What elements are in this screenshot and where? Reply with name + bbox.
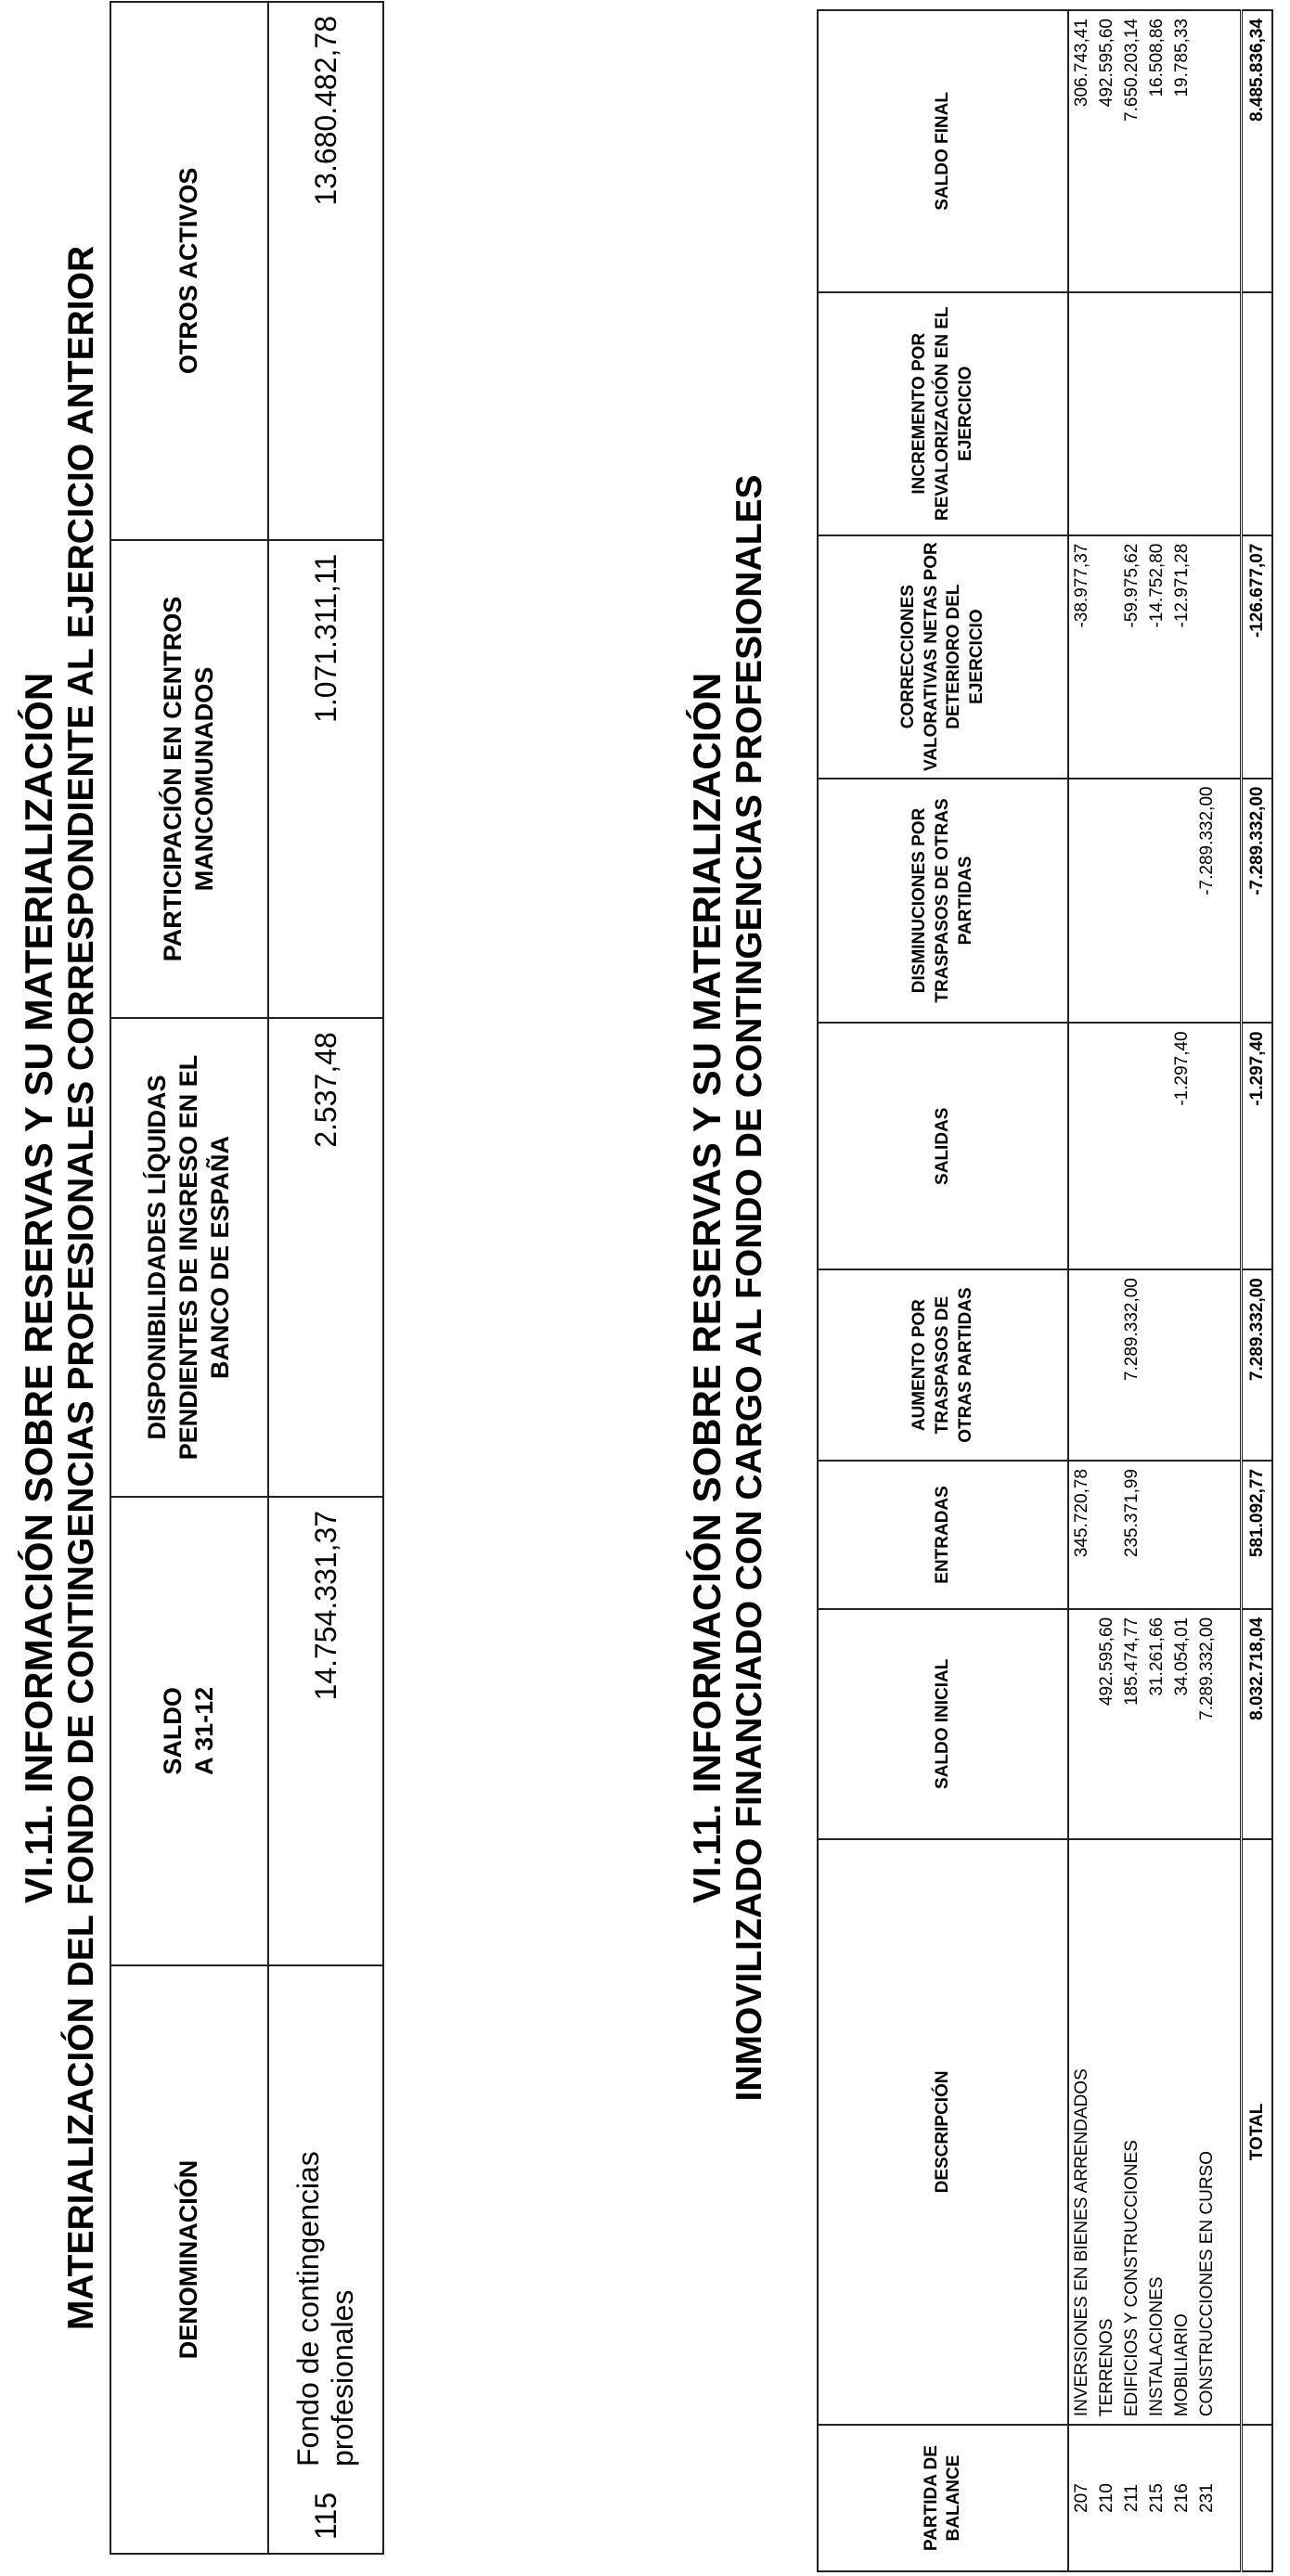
row-incremento bbox=[1170, 292, 1195, 535]
fund-materialization-table bbox=[110, 1, 384, 2555]
total-correcciones: -126.677,07 bbox=[1242, 535, 1272, 779]
row-code: 215 bbox=[1145, 2425, 1170, 2571]
row-saldo-final: 16.508,86 bbox=[1145, 10, 1170, 292]
row-entradas bbox=[1195, 1461, 1220, 1609]
header-otros-activos: OTROS ACTIVOS bbox=[110, 2, 268, 540]
row-aumento bbox=[1068, 1269, 1094, 1461]
total-incremento bbox=[1242, 292, 1272, 535]
row-description: EDIFICIOS Y CONSTRUCCIONES bbox=[1120, 1839, 1145, 2425]
row-description: INSTALACIONES bbox=[1145, 1839, 1170, 2425]
row-description: TERRENOS bbox=[1095, 1839, 1120, 2425]
total-row bbox=[1242, 10, 1272, 2571]
row-saldo-final bbox=[1195, 10, 1220, 292]
row-saldo-inicial: 34.054,01 bbox=[1170, 1609, 1195, 1839]
row-salidas bbox=[1195, 1023, 1220, 1269]
header-disminuciones: DISMINUCIONES POR TRASPASOS DE OTRAS PARTIDAS bbox=[818, 779, 1068, 1024]
row-code: 115 bbox=[268, 2479, 383, 2554]
row-participacion: 1.071.311,11 bbox=[268, 540, 383, 1018]
row-entradas bbox=[1170, 1461, 1195, 1609]
row-salidas bbox=[1095, 1023, 1120, 1269]
row-incremento bbox=[1195, 292, 1220, 535]
header-saldo-inicial: SALDO INICIAL bbox=[818, 1609, 1068, 1839]
row-salidas: -1.297,40 bbox=[1170, 1023, 1195, 1269]
header-saldo-final: SALDO FINAL bbox=[818, 10, 1068, 292]
section2-subtitle: INMOVILIZADO FINANCIADO CON CARGO AL FONDO DE CONTINGENCIAS PROFESIONALES bbox=[729, 474, 769, 2102]
row-disminuciones bbox=[1170, 779, 1195, 1024]
row-description: CONSTRUCCIONES EN CURSO bbox=[1195, 1839, 1220, 2425]
table-row bbox=[1095, 10, 1120, 2571]
row-salidas bbox=[1120, 1023, 1145, 1269]
row-incremento bbox=[1068, 292, 1094, 535]
total-disminuciones: -7.289.332,00 bbox=[1242, 779, 1272, 1024]
header-aumento: AUMENTO POR TRASPASOS DE OTRAS PARTIDAS bbox=[818, 1269, 1068, 1461]
spacer-row bbox=[1220, 10, 1242, 2571]
row-incremento bbox=[1145, 292, 1170, 535]
row-saldo-final: 492.595,60 bbox=[1095, 10, 1120, 292]
row-correcciones bbox=[1095, 535, 1120, 779]
row-disminuciones bbox=[1145, 779, 1170, 1024]
header-correcciones: CORRECCIONES VALORATIVAS NETAS POR DETERIORO DEL EJERCICIO bbox=[818, 535, 1068, 779]
total-aumento: 7.289.332,00 bbox=[1242, 1269, 1272, 1461]
row-saldo-final: 7.650.203,14 bbox=[1120, 10, 1145, 292]
row-saldo-final: 19.785,33 bbox=[1170, 10, 1195, 292]
header-denominacion: DENOMINACIÓN bbox=[110, 1965, 268, 2554]
row-entradas: 345.720,78 bbox=[1068, 1461, 1094, 1609]
row-disponibilidades: 2.537,48 bbox=[268, 1018, 383, 1497]
row-aumento bbox=[1170, 1269, 1195, 1461]
header-disponibilidades: DISPONIBILIDADES LÍQUIDAS PENDIENTES DE INGRESO EN EL BANCO DE ESPAÑA bbox=[110, 1018, 268, 1497]
row-denominacion: Fondo de contingencias profesionales bbox=[268, 1965, 383, 2479]
row-disminuciones: -7.289.332,00 bbox=[1195, 779, 1220, 1024]
row-disminuciones bbox=[1120, 779, 1145, 1024]
row-saldo-inicial bbox=[1068, 1609, 1094, 1839]
row-aumento: 7.289.332,00 bbox=[1120, 1269, 1145, 1461]
row-description: MOBILIARIO bbox=[1170, 1839, 1195, 2425]
row-entradas: 235.371,99 bbox=[1120, 1461, 1145, 1609]
row-entradas bbox=[1145, 1461, 1170, 1609]
row-saldo: 14.754.331,37 bbox=[268, 1497, 383, 1965]
row-code: 210 bbox=[1095, 2425, 1120, 2571]
row-aumento bbox=[1145, 1269, 1170, 1461]
total-salidas: -1.297,40 bbox=[1242, 1023, 1272, 1269]
table-row bbox=[1068, 10, 1094, 2571]
header-salidas: SALIDAS bbox=[818, 1023, 1068, 1269]
total-entradas: 581.092,77 bbox=[1242, 1461, 1272, 1609]
row-code: 211 bbox=[1120, 2425, 1145, 2571]
row-correcciones bbox=[1195, 535, 1220, 779]
row-correcciones: -59.975,62 bbox=[1120, 535, 1145, 779]
row-disminuciones bbox=[1095, 779, 1120, 1024]
total-saldo-final: 8.485.836,34 bbox=[1242, 10, 1272, 292]
header-saldo bbox=[110, 1497, 268, 1965]
row-saldo-inicial: 492.595,60 bbox=[1095, 1609, 1120, 1839]
row-entradas bbox=[1095, 1461, 1120, 1609]
row-correcciones: -38.977,37 bbox=[1068, 535, 1094, 779]
header-saldo-line2: A 31-12 bbox=[190, 1686, 218, 1775]
table-row bbox=[1120, 10, 1145, 2571]
total-label: TOTAL bbox=[1242, 1839, 1272, 2425]
row-code: 231 bbox=[1195, 2425, 1220, 2571]
section2-title: VI.11. INFORMACIÓN SOBRE RESERVAS Y SU MATERIALIZACIÓN bbox=[685, 672, 729, 1904]
row-code: 207 bbox=[1068, 2425, 1094, 2571]
row-aumento bbox=[1195, 1269, 1220, 1461]
row-incremento bbox=[1095, 292, 1120, 535]
header-partida: PARTIDA DE BALANCE bbox=[818, 2425, 1068, 2571]
row-description: INVERSIONES EN BIENES ARRENDADOS bbox=[1068, 1839, 1094, 2425]
table-row bbox=[1145, 10, 1170, 2571]
row-saldo-inicial: 185.474,77 bbox=[1120, 1609, 1145, 1839]
row-disminuciones bbox=[1068, 779, 1094, 1024]
total-code bbox=[1242, 2425, 1272, 2571]
header-incremento: INCREMENTO POR REVALORIZACIÓN EN EL EJERCICIO bbox=[818, 292, 1068, 535]
table-row bbox=[1195, 10, 1220, 2571]
row-otros-activos: 13.680.482,78 bbox=[268, 2, 383, 540]
row-correcciones: -14.752,80 bbox=[1145, 535, 1170, 779]
total-saldo-inicial: 8.032.718,04 bbox=[1242, 1609, 1272, 1839]
table-row bbox=[1170, 10, 1195, 2571]
row-salidas bbox=[1145, 1023, 1170, 1269]
row-correcciones: -12.971,28 bbox=[1170, 535, 1195, 779]
row-salidas bbox=[1068, 1023, 1094, 1269]
header-entradas: ENTRADAS bbox=[818, 1461, 1068, 1609]
fixed-assets-table bbox=[817, 9, 1273, 2572]
row-code: 216 bbox=[1170, 2425, 1195, 2571]
header-participacion: PARTICIPACIÓN EN CENTROS MANCOMUNADOS bbox=[110, 540, 268, 1018]
section1-subtitle: MATERIALIZACIÓN DEL FONDO DE CONTINGENCIAS PROFESIONALES CORRESPONDIENTE AL EJERCICIO ANTERIOR bbox=[61, 245, 101, 2331]
row-aumento bbox=[1095, 1269, 1120, 1461]
header-descripcion: DESCRIPCIÓN bbox=[818, 1839, 1068, 2425]
row-saldo-inicial: 7.289.332,00 bbox=[1195, 1609, 1220, 1839]
row-saldo-inicial: 31.261,66 bbox=[1145, 1609, 1170, 1839]
section1-title: VI.11. INFORMACIÓN SOBRE RESERVAS Y SU MATERIALIZACIÓN bbox=[17, 672, 60, 1904]
row-incremento bbox=[1120, 292, 1145, 535]
header-saldo-line1: SALDO bbox=[159, 1687, 187, 1775]
row-saldo-final: 306.743,41 bbox=[1068, 10, 1094, 292]
